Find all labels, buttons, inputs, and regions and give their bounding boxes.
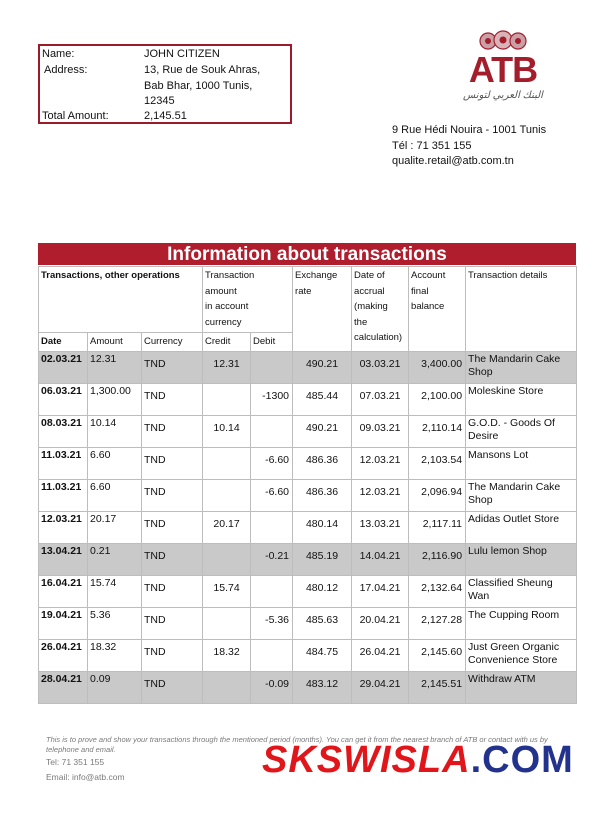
cell-debit: -0.09 bbox=[251, 671, 293, 703]
footer-note: This is to prove and show your transactions through the mentioned period (months). You can get it from the nearest branch of ATB or contact with us by telephone and email. bbox=[46, 735, 548, 754]
cell-accrual-date: 12.03.21 bbox=[352, 479, 409, 511]
cell-currency: TND bbox=[142, 447, 203, 479]
cell-balance: 3,400.00 bbox=[409, 351, 466, 383]
header-debit: Debit bbox=[251, 333, 293, 352]
cell-amount: 1,300.00 bbox=[88, 383, 142, 415]
cell-exchange-rate: 486.36 bbox=[293, 479, 352, 511]
cell-details: Just Green Organic Convenience Store bbox=[466, 639, 577, 671]
cell-currency: TND bbox=[142, 351, 203, 383]
table-row bbox=[39, 639, 577, 671]
cell-accrual-date: 26.04.21 bbox=[352, 639, 409, 671]
cell-accrual-date: 29.04.21 bbox=[352, 671, 409, 703]
cell-amount: 0.21 bbox=[88, 543, 142, 575]
cell-debit bbox=[251, 511, 293, 543]
cell-currency: TND bbox=[142, 543, 203, 575]
header-currency: Currency bbox=[142, 333, 203, 352]
cell-debit bbox=[251, 351, 293, 383]
cell-details: The Mandarin Cake Shop bbox=[466, 479, 577, 511]
header-details: Transaction details bbox=[466, 267, 577, 352]
cell-amount: 6.60 bbox=[88, 479, 142, 511]
cell-debit bbox=[251, 415, 293, 447]
cell-amount: 12.31 bbox=[88, 351, 142, 383]
cell-details: Withdraw ATM bbox=[466, 671, 577, 703]
table-row bbox=[39, 351, 577, 383]
cell-balance: 2,110.14 bbox=[409, 415, 466, 447]
cell-currency: TND bbox=[142, 607, 203, 639]
cell-debit: -6.60 bbox=[251, 447, 293, 479]
cell-date: 11.03.21 bbox=[39, 479, 88, 511]
header-group: Transactions, other operations bbox=[39, 267, 203, 333]
cell-amount: 0.09 bbox=[88, 671, 142, 703]
cell-details: Moleskine Store bbox=[466, 383, 577, 415]
cell-exchange-rate: 485.44 bbox=[293, 383, 352, 415]
cell-debit: -6.60 bbox=[251, 479, 293, 511]
cell-date: 28.04.21 bbox=[39, 671, 88, 703]
cell-date: 19.04.21 bbox=[39, 607, 88, 639]
cell-credit: 18.32 bbox=[203, 639, 251, 671]
cell-currency: TND bbox=[142, 671, 203, 703]
name-label: Name: bbox=[42, 48, 75, 60]
cell-details: The Cupping Room bbox=[466, 607, 577, 639]
bank-address: 9 Rue Hédi Nouira - 1001 Tunis bbox=[392, 124, 547, 136]
cell-balance: 2,116.90 bbox=[409, 543, 466, 575]
header-accrual-date: Date of accrual (making the calculation) bbox=[352, 267, 409, 352]
bank-phone: Tél : 71 351 155 bbox=[392, 139, 472, 152]
table-row bbox=[39, 447, 577, 479]
logo-arabic-text: البنك العربي لتونس bbox=[463, 90, 543, 101]
cell-amount: 5.36 bbox=[88, 607, 142, 639]
cell-balance: 2,100.00 bbox=[409, 383, 466, 415]
table-row bbox=[39, 415, 577, 447]
cell-date: 13.04.21 bbox=[39, 543, 88, 575]
cell-details: Lulu lemon Shop bbox=[466, 543, 577, 575]
cell-date: 16.04.21 bbox=[39, 575, 88, 607]
cell-exchange-rate: 480.12 bbox=[293, 575, 352, 607]
cell-currency: TND bbox=[142, 383, 203, 415]
address-line-2: Bab Bhar, 1000 Tunis, bbox=[144, 80, 253, 92]
header-exchange-rate: Exchange rate bbox=[293, 267, 352, 352]
table-row bbox=[39, 479, 577, 511]
cell-currency: TND bbox=[142, 511, 203, 543]
watermark-part-1: SKSWISLA bbox=[262, 739, 471, 781]
watermark-part-2: .COM bbox=[470, 739, 574, 781]
cell-balance: 2,132.64 bbox=[409, 575, 466, 607]
table-row bbox=[39, 383, 577, 415]
cell-accrual-date: 12.03.21 bbox=[352, 447, 409, 479]
footer-email: Email: info@atb.com bbox=[46, 772, 125, 782]
cell-amount: 15.74 bbox=[88, 575, 142, 607]
cell-details: Adidas Outlet Store bbox=[466, 511, 577, 543]
cell-credit bbox=[203, 383, 251, 415]
cell-credit: 10.14 bbox=[203, 415, 251, 447]
transactions-title: Information about transactions bbox=[38, 243, 576, 265]
cell-debit: -0.21 bbox=[251, 543, 293, 575]
transactions-table bbox=[38, 266, 577, 704]
cell-exchange-rate: 485.19 bbox=[293, 543, 352, 575]
atb-logo bbox=[458, 30, 548, 106]
cell-accrual-date: 03.03.21 bbox=[352, 351, 409, 383]
cell-exchange-rate: 480.14 bbox=[293, 511, 352, 543]
cell-credit: 12.31 bbox=[203, 351, 251, 383]
cell-currency: TND bbox=[142, 415, 203, 447]
bank-email[interactable]: qualite.retail@atb.com.tn bbox=[392, 155, 514, 167]
cell-accrual-date: 17.04.21 bbox=[352, 575, 409, 607]
cell-debit: -5.36 bbox=[251, 607, 293, 639]
header-amount: Amount bbox=[88, 333, 142, 352]
table-row bbox=[39, 607, 577, 639]
table-row bbox=[39, 511, 577, 543]
total-label: Total Amount: bbox=[42, 110, 109, 122]
cell-debit: -1300 bbox=[251, 383, 293, 415]
cell-credit bbox=[203, 671, 251, 703]
cell-balance: 2,145.51 bbox=[409, 671, 466, 703]
cell-exchange-rate: 483.12 bbox=[293, 671, 352, 703]
total-amount: 2,145.51 bbox=[144, 110, 187, 122]
header-tx-amount: Transaction amount in account currency bbox=[203, 267, 293, 333]
address-line-3: 12345 bbox=[144, 95, 175, 107]
cell-exchange-rate: 490.21 bbox=[293, 415, 352, 447]
customer-info-box bbox=[38, 44, 292, 124]
cell-currency: TND bbox=[142, 639, 203, 671]
cell-credit bbox=[203, 607, 251, 639]
footer-tel: Tel: 71 351 155 bbox=[46, 757, 105, 767]
cell-date: 02.03.21 bbox=[39, 351, 88, 383]
cell-accrual-date: 09.03.21 bbox=[352, 415, 409, 447]
cell-date: 12.03.21 bbox=[39, 511, 88, 543]
table-row bbox=[39, 671, 577, 703]
header-balance: Account final balance bbox=[409, 267, 466, 352]
cell-date: 08.03.21 bbox=[39, 415, 88, 447]
address-line-1: 13, Rue de Souk Ahras, bbox=[144, 64, 261, 76]
cell-date: 11.03.21 bbox=[39, 447, 88, 479]
cell-date: 26.04.21 bbox=[39, 639, 88, 671]
cell-exchange-rate: 490.21 bbox=[293, 351, 352, 383]
cell-balance: 2,096.94 bbox=[409, 479, 466, 511]
cell-balance: 2,103.54 bbox=[409, 447, 466, 479]
cell-credit bbox=[203, 543, 251, 575]
header-credit: Credit bbox=[203, 333, 251, 352]
cell-credit bbox=[203, 479, 251, 511]
cell-details: Mansons Lot bbox=[466, 447, 577, 479]
cell-accrual-date: 13.03.21 bbox=[352, 511, 409, 543]
cell-amount: 20.17 bbox=[88, 511, 142, 543]
cell-details: The Mandarin Cake Shop bbox=[466, 351, 577, 383]
customer-name: JOHN CITIZEN bbox=[144, 48, 220, 60]
cell-accrual-date: 14.04.21 bbox=[352, 543, 409, 575]
cell-exchange-rate: 484.75 bbox=[293, 639, 352, 671]
cell-balance: 2,127.28 bbox=[409, 607, 466, 639]
cell-date: 06.03.21 bbox=[39, 383, 88, 415]
watermark bbox=[262, 738, 574, 782]
cell-credit bbox=[203, 447, 251, 479]
table-row bbox=[39, 575, 577, 607]
cell-credit: 20.17 bbox=[203, 511, 251, 543]
cell-exchange-rate: 486.36 bbox=[293, 447, 352, 479]
cell-credit: 15.74 bbox=[203, 575, 251, 607]
cell-amount: 6.60 bbox=[88, 447, 142, 479]
cell-exchange-rate: 485.63 bbox=[293, 607, 352, 639]
address-label: Address: bbox=[44, 64, 88, 76]
cell-balance: 2,117.11 bbox=[409, 511, 466, 543]
header-date: Date bbox=[39, 333, 88, 352]
cell-balance: 2,145.60 bbox=[409, 639, 466, 671]
cell-debit bbox=[251, 575, 293, 607]
cell-details: G.O.D. - Goods Of Desire bbox=[466, 415, 577, 447]
cell-currency: TND bbox=[142, 479, 203, 511]
cell-amount: 10.14 bbox=[88, 415, 142, 447]
cell-amount: 18.32 bbox=[88, 639, 142, 671]
cell-currency: TND bbox=[142, 575, 203, 607]
cell-accrual-date: 20.04.21 bbox=[352, 607, 409, 639]
logo-text: ATB bbox=[468, 49, 538, 90]
cell-debit bbox=[251, 639, 293, 671]
bank-contact bbox=[392, 123, 546, 170]
cell-accrual-date: 07.03.21 bbox=[352, 383, 409, 415]
cell-details: Classified Sheung Wan bbox=[466, 575, 577, 607]
table-row bbox=[39, 543, 577, 575]
